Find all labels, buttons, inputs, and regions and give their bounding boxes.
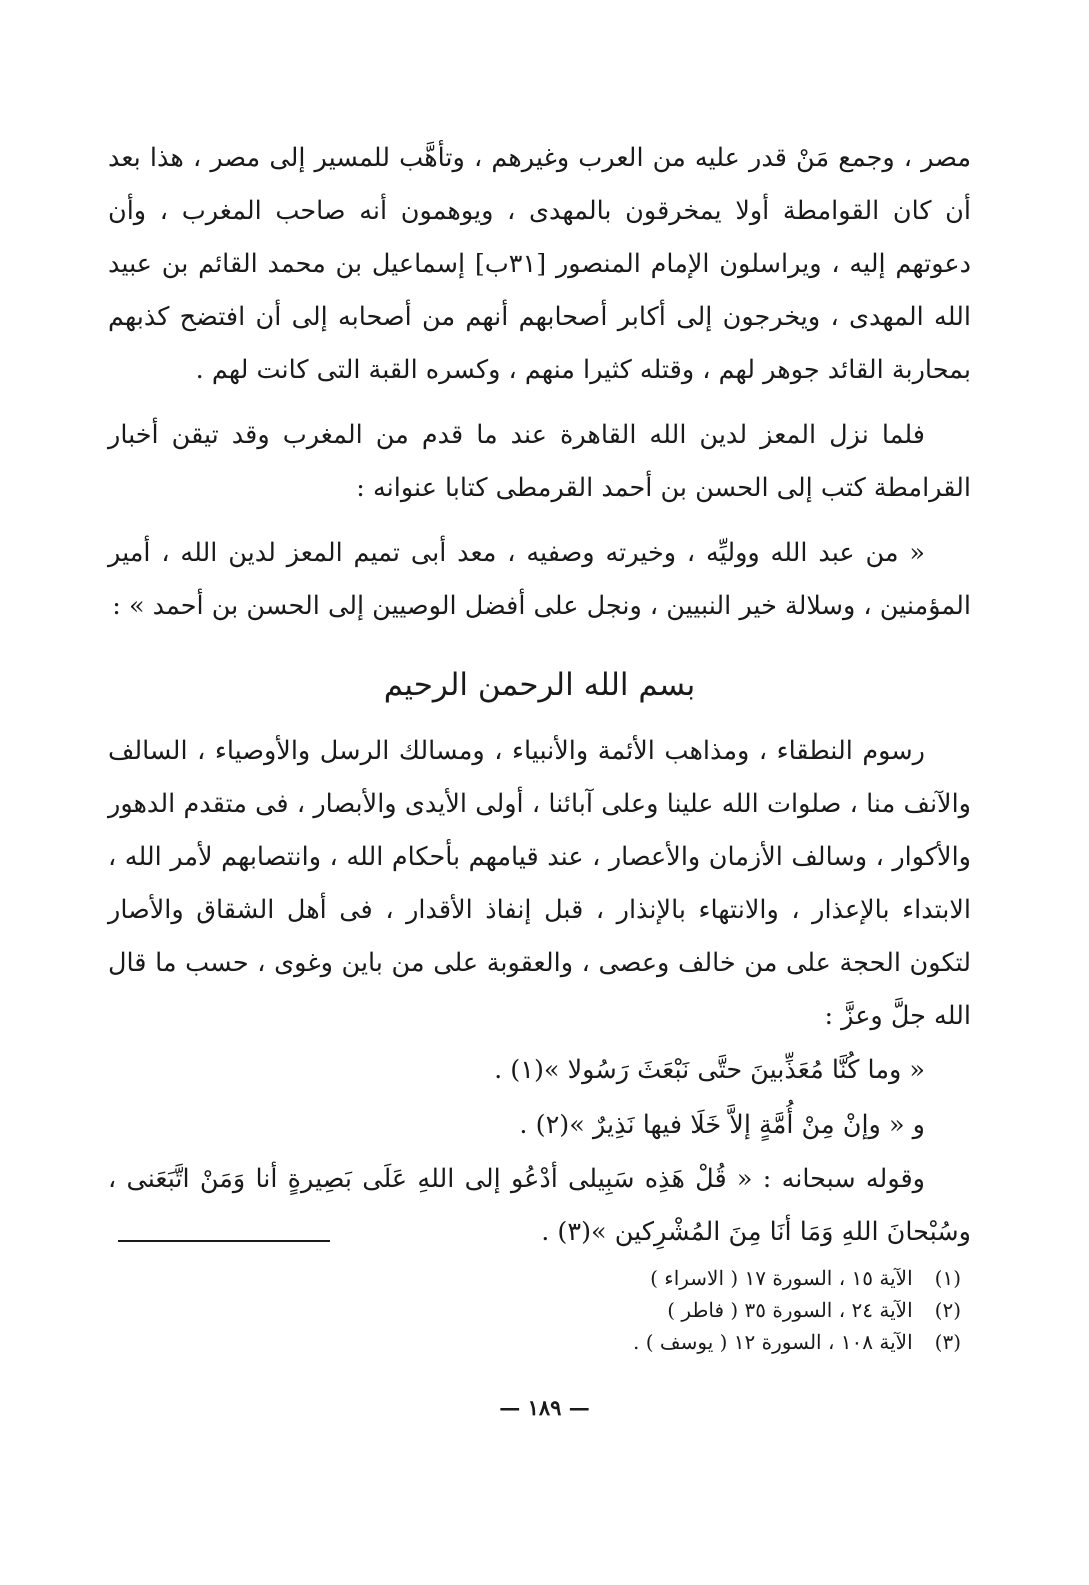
footnotes xyxy=(300,1262,961,1358)
footnote-separator xyxy=(118,1240,330,1242)
paragraph-2: فلما نزل المعز لدين الله القاهرة عند ما قدم من المغرب وقد تيقن أخبار القرامطة كتب إلى الحسن بن أحمد القرمطى كتابا عنوانه : xyxy=(108,420,971,503)
footnote-number: (١) xyxy=(934,1266,961,1290)
quran-quote-2: و « وإنْ مِنْ أُمَّةٍ إلاَّ خَلَا فيها نَذِيرٌ »(٢) . xyxy=(519,1110,925,1140)
paragraph-4: رسوم النطقاء ، ومذاهب الأئمة والأنبياء ، ومسالك الرسل والأوصياء ، السالف والآنف منا ، صلوات الله علينا وعلى آبائنا ، أولى الأيدى والأبصار ، فى متقدم الدهور والأكوار ، وسالف الأزمان والأعصار ، عند قيامهم بأحكام الله ، وانتصابهم لأمر الله ، الابتداء بالإعذار ، والانتهاء بالإنذار ، قبل إنفاذ الأقدار ، فى أهل الشقاق والأصار لتكون الحجة على من خالف وعصى ، والعقوبة على من باين وغوى ، حسب ما قال الله جلَّ وعزَّ : xyxy=(108,736,971,1031)
footnote-text: الآية ١٥ ، السورة ١٧ ( الاسراء ) xyxy=(650,1266,913,1290)
quran-quote-1: « وما كُنَّا مُعَذِّبينَ حتَّى نَبْعَثَ رَسُولا »(١) . xyxy=(494,1055,925,1085)
footnote-text: الآية ٢٤ ، السورة ٣٥ ( فاطر ) xyxy=(667,1298,913,1322)
footnote-1 xyxy=(300,1262,961,1294)
paragraph-1: مصر ، وجمع مَنْ قدر عليه من العرب وغيرهم ، وتأهَّب للمسير إلى مصر ، هذا بعد أن كان القوامطة أولا يمخرقون بالمهدى ، ويوهمون أنه صاحب المغرب ، وأن دعوتهم إليه ، ويراسلون الإمام المنصور [٣١ب] إسماعيل بن محمد القائم بن عبيد الله المهدى ، ويخرجون إلى أكابر أصحابهم أنهم من أصحابه إلى أن افتضح كذبهم بمحاربة القائد جوهر لهم ، وقتله كثيرا منهم ، وكسره القبة التى كانت لهم . xyxy=(108,143,971,385)
footnote-number: (٣) xyxy=(934,1330,961,1354)
footnote-text: الآية ١٠٨ ، السورة ١٢ ( يوسف ) . xyxy=(633,1330,913,1354)
footnote-2 xyxy=(300,1294,961,1326)
basmala-heading: بسم الله الرحمن الرحيم xyxy=(383,667,696,703)
paragraph-3-letter-address: « من عبد الله ووليِّه ، وخيرته وصفيه ، معد أبى تميم المعز لدين الله ، أمير المؤمنين ، وسلالة خير النبيين ، ونجل على أفضل الوصيين إلى الحسن بن أحمد » : xyxy=(108,538,971,621)
footnote-3 xyxy=(300,1326,961,1358)
paragraph-5: وقوله سبحانه : « قُلْ هَذِه سَبِيلى أدْعُو إلى اللهِ عَلَى بَصِيرةٍ أنا وَمَنْ اتَّبَعَنى ، وسُبْحانَ اللهِ وَمَا أنَا مِنَ المُشْرِكين »(٣) . xyxy=(108,1164,971,1247)
page-number: — ١٨٩ — xyxy=(499,1395,590,1420)
footnote-number: (٢) xyxy=(934,1298,961,1322)
